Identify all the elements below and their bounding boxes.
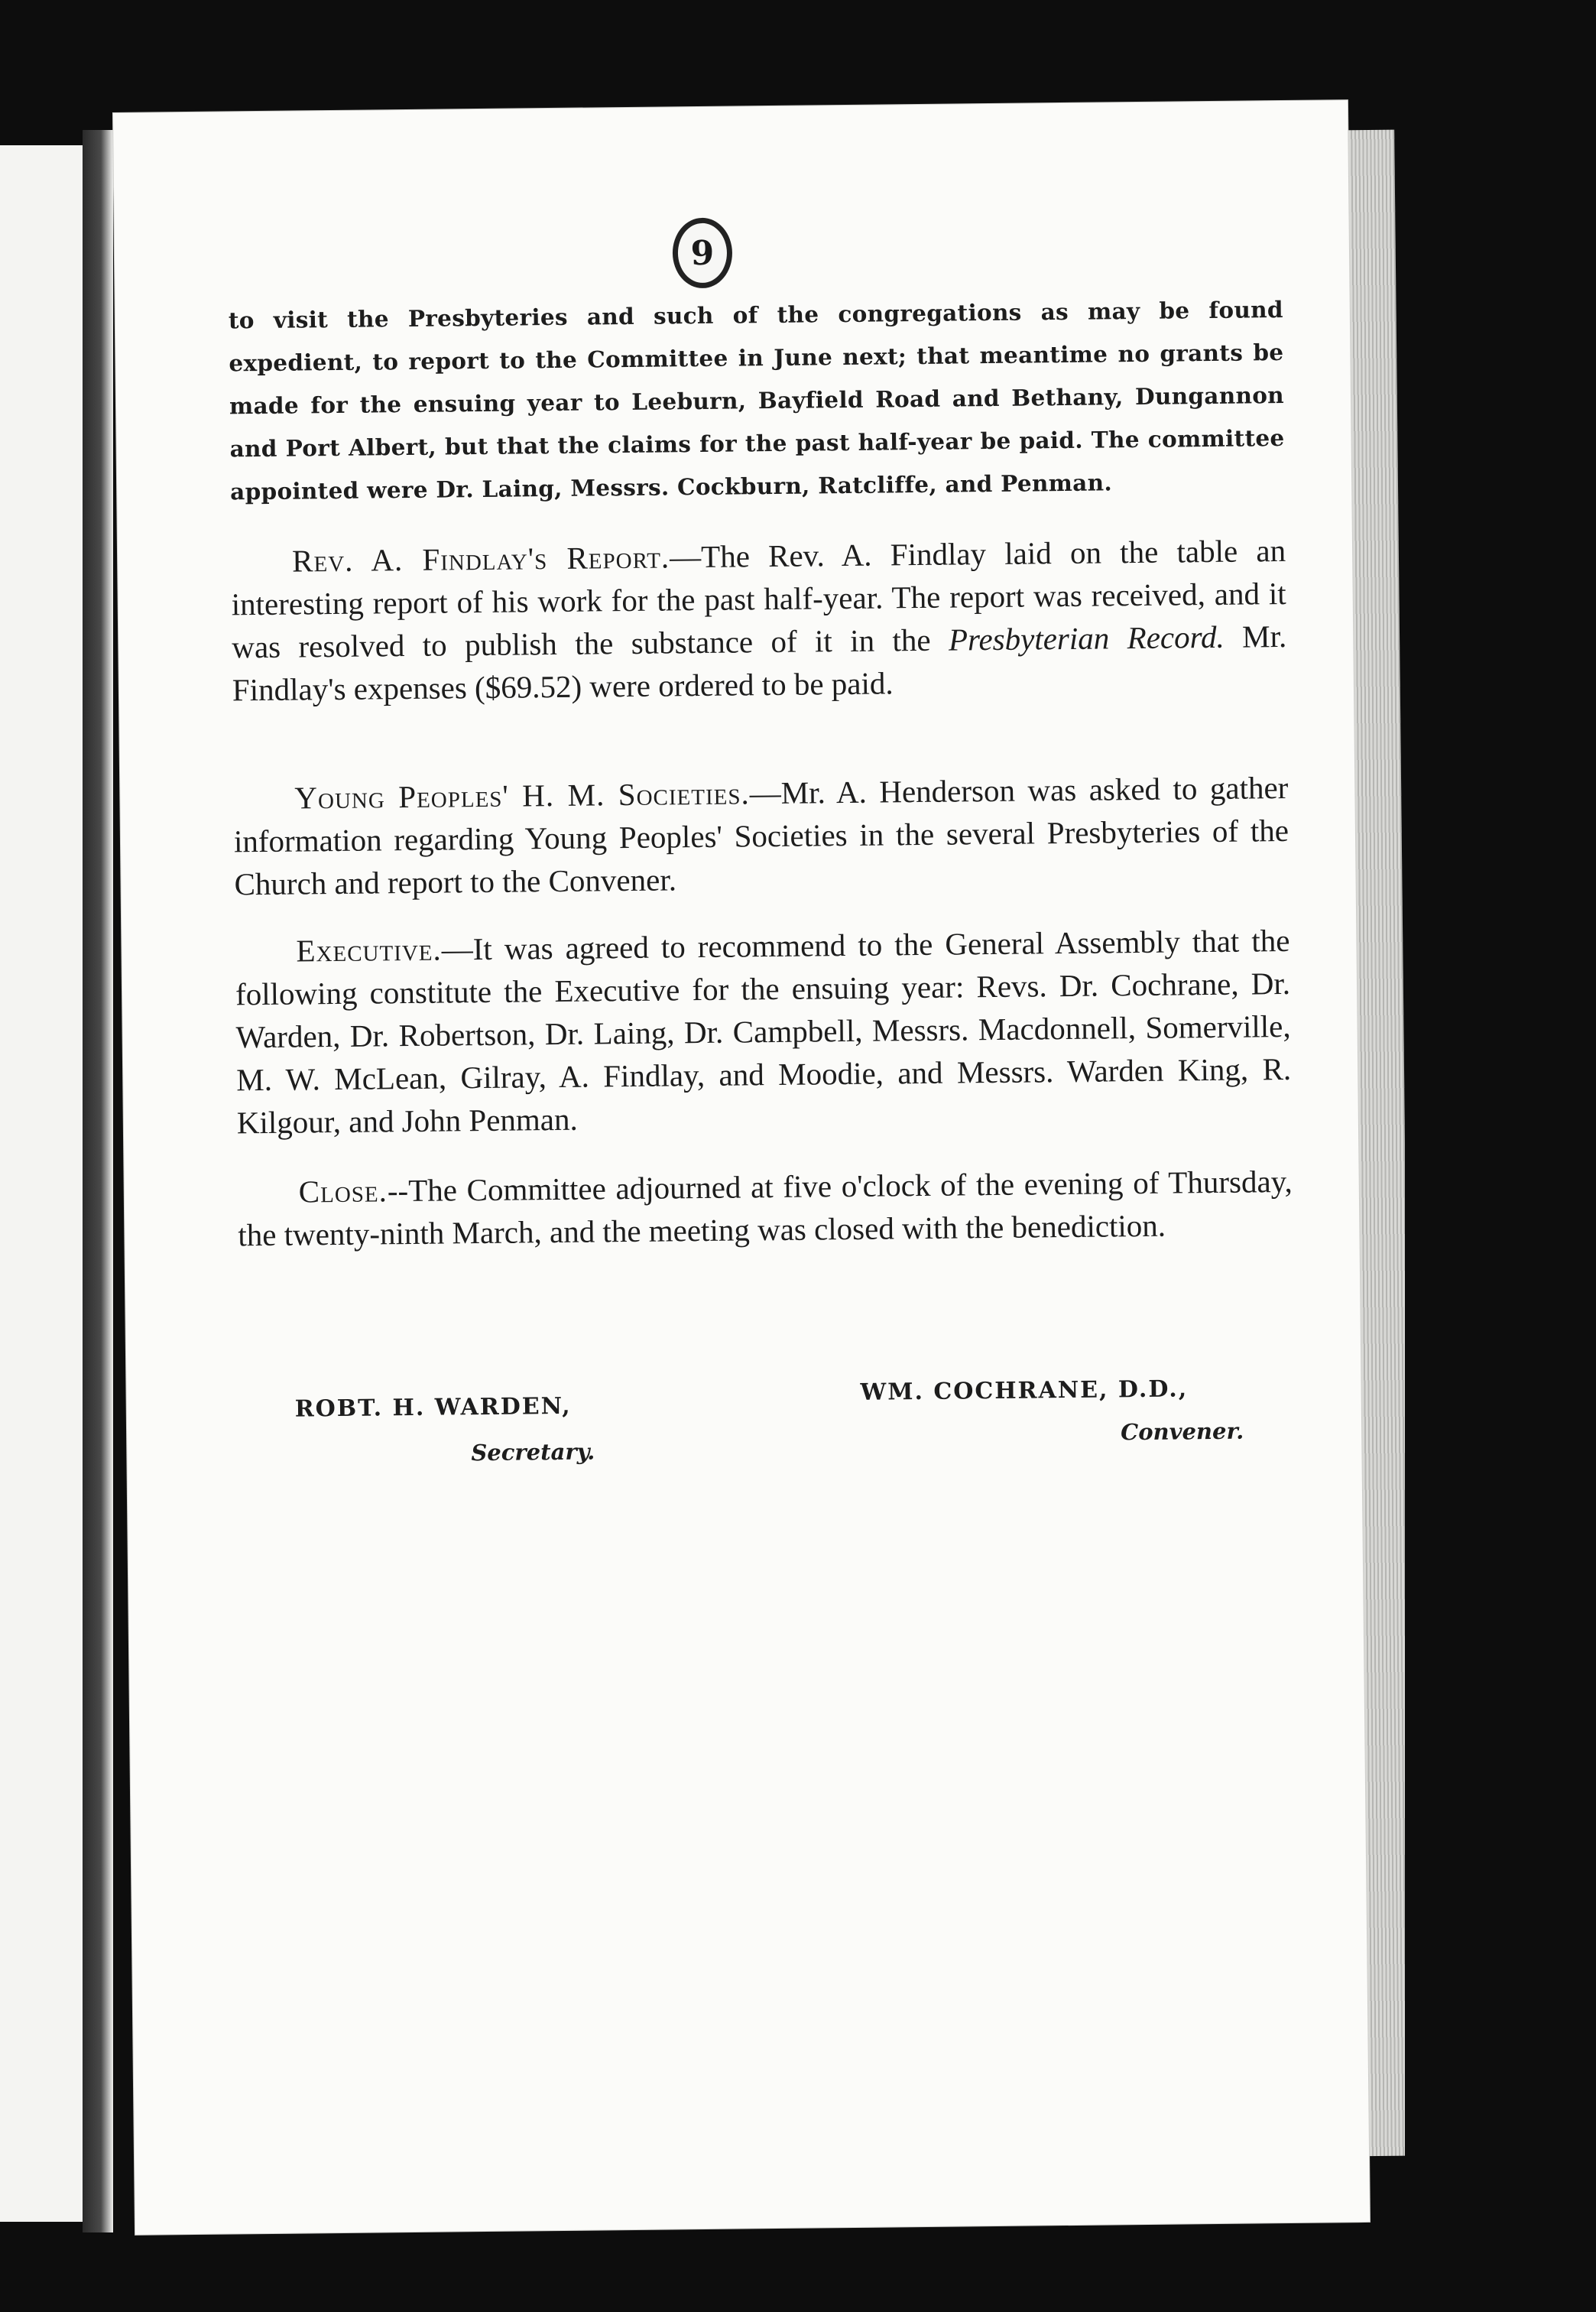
signature-convener-name: WM. COCHRANE, D.D., (860, 1375, 1189, 1406)
left-page (0, 145, 83, 2222)
young-peoples-text: —Mr. A. Henderson was asked to gather information regarding Young Peoples' Societies in the several Presbyteries of the Church and report to the Convener. (233, 769, 1289, 902)
paragraph-findlay-report (231, 529, 1287, 711)
findlay-text-2: Mr. Findlay's expenses ($69.52) were ordered to be paid. (232, 618, 1287, 708)
heading-executive: Executive. (296, 931, 442, 969)
publication-title: Presbyterian Record. (948, 619, 1225, 658)
signature-secretary-role: Secretary. (471, 1438, 595, 1466)
signature-secretary-name: ROBT. H. WARDEN, (294, 1392, 572, 1423)
heading-close: Close. (298, 1173, 388, 1210)
paragraph-intro: to visit the Presbyteries and such of the congregations as may be found expedient, to report to the Committee in June next; that meantime no grants be made for the ensuing year to Leeburn, Bayfield Road and Bethany, Dungannon and Port Albert, but that the claims for the past half-year be paid. The committee appointed were Dr. Laing, Messrs. Cockburn, Ratcliffe, and Penman. (228, 295, 1285, 505)
paragraph-close (237, 1160, 1293, 1256)
background-right (1405, 115, 1596, 2312)
paragraph-young-peoples (233, 766, 1289, 905)
signature-convener-role: Convener. (1120, 1417, 1244, 1446)
document-page (113, 100, 1370, 2235)
paragraph-executive (235, 919, 1292, 1144)
close-text: --The Committee adjourned at five o'clock of the evening of Thursday, the twenty-ninth March, and the meeting was closed with the benediction. (238, 1163, 1293, 1253)
heading-young-peoples: Young Peoples' H. M. Societies. (294, 775, 750, 816)
findlay-text-1: —The Rev. A. Findlay laid on the table an interesting report of his work for the past half-year. The report was received, and it was resolved to publish the substance of it in the (231, 532, 1286, 665)
page-number-stamp: 9 (672, 218, 732, 289)
book-gutter (83, 130, 113, 2232)
heading-findlay-report: Rev. A. Findlay's Report. (291, 539, 670, 579)
executive-text: —It was agreed to recommend to the General Assembly that the following constitute the Executive for the ensuing year: Revs. Dr. Cochrane, Dr. Warden, Dr. Robertson, Dr. Laing, Dr. Campbell, Messrs. Macdonnell, Somerville, M. W. McLean, Gilray, A. Findlay, and Moodie, and Messrs. Warden King, R. Kilgour, and John Penman. (235, 922, 1292, 1141)
